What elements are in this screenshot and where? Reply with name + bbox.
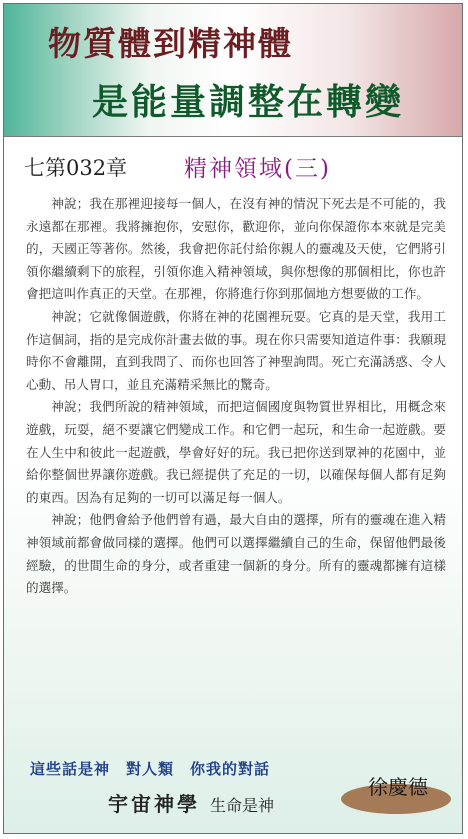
title-line-2: 是能量調整在轉變 — [92, 82, 405, 123]
page-frame — [3, 3, 463, 834]
article-body — [26, 193, 446, 600]
paragraph-2: 神說；它就像個遊戲，你將在神的花園裡玩耍。它真的是天堂，我用工作這個詞，指的是完成你計畫去做的事。現在你只需要知道這件事：我願現時你不會離開，直到我問了、而你也回答了神聖詢問。死亡充滿誘惑、令人心動、吊人胃口，並且充滿精采無比的驚奇。 — [26, 308, 446, 392]
brand-tagline: 生命是神 — [210, 796, 275, 815]
brand-name: 宇宙神學 — [108, 792, 200, 816]
chapter-number: 七第032章 — [24, 156, 128, 180]
paragraph-3: 神說；我們所說的精神領域，而把這個國度與物質世界相比，用概念來遊戲，玩耍，絕不要讓它們變成工作。和它們一起玩，和生命一起遊戲。要在人生中和彼此一起遊戲，學會好好的玩。我已把你送到眾神的花園中，並給你整個世界讓你遊戲。我已經提供了充足的一切，以確保每個人都有足夠的東西。因為有足夠的一切可以滿足每一個人。 — [26, 399, 446, 505]
footer-dialogue-line: 這些話是神 對人類 你我的對話 — [30, 760, 271, 778]
title-line-1: 物質體到精神體 — [48, 24, 293, 63]
paragraph-4: 神說；他們會給予他們曾有過，最大自由的選擇，所有的靈魂在進入精神領域前都會做同樣的選擇。他們可以選擇繼續自己的生命，保留他們最後經驗，的世間生命的身分，或者重建一個新的身分。所有的靈魂都擁有這樣的選擇。 — [26, 512, 446, 596]
author-name: 徐慶德 — [368, 775, 428, 799]
chapter-title: 精神領域(三) — [184, 156, 331, 182]
footer-brand-line — [108, 788, 274, 817]
paragraph-1: 神說；我在那裡迎接每一個人，在沒有神的情況下死去是不可能的，我永遠都在那裡。我將擁抱你，安慰你，歡迎你，並向你保證你本來就是完美的，天國正等著你。然後，我會把你託付給你親人的靈魂及天使，它們將引領你繼續剩下的旅程，引領你進入精神領域，與你想像的那個相比，你也許會把這叫作真正的天堂。在那裡，你將進行你到那個地方想要做的工作。 — [26, 196, 446, 302]
header-banner — [4, 4, 462, 137]
